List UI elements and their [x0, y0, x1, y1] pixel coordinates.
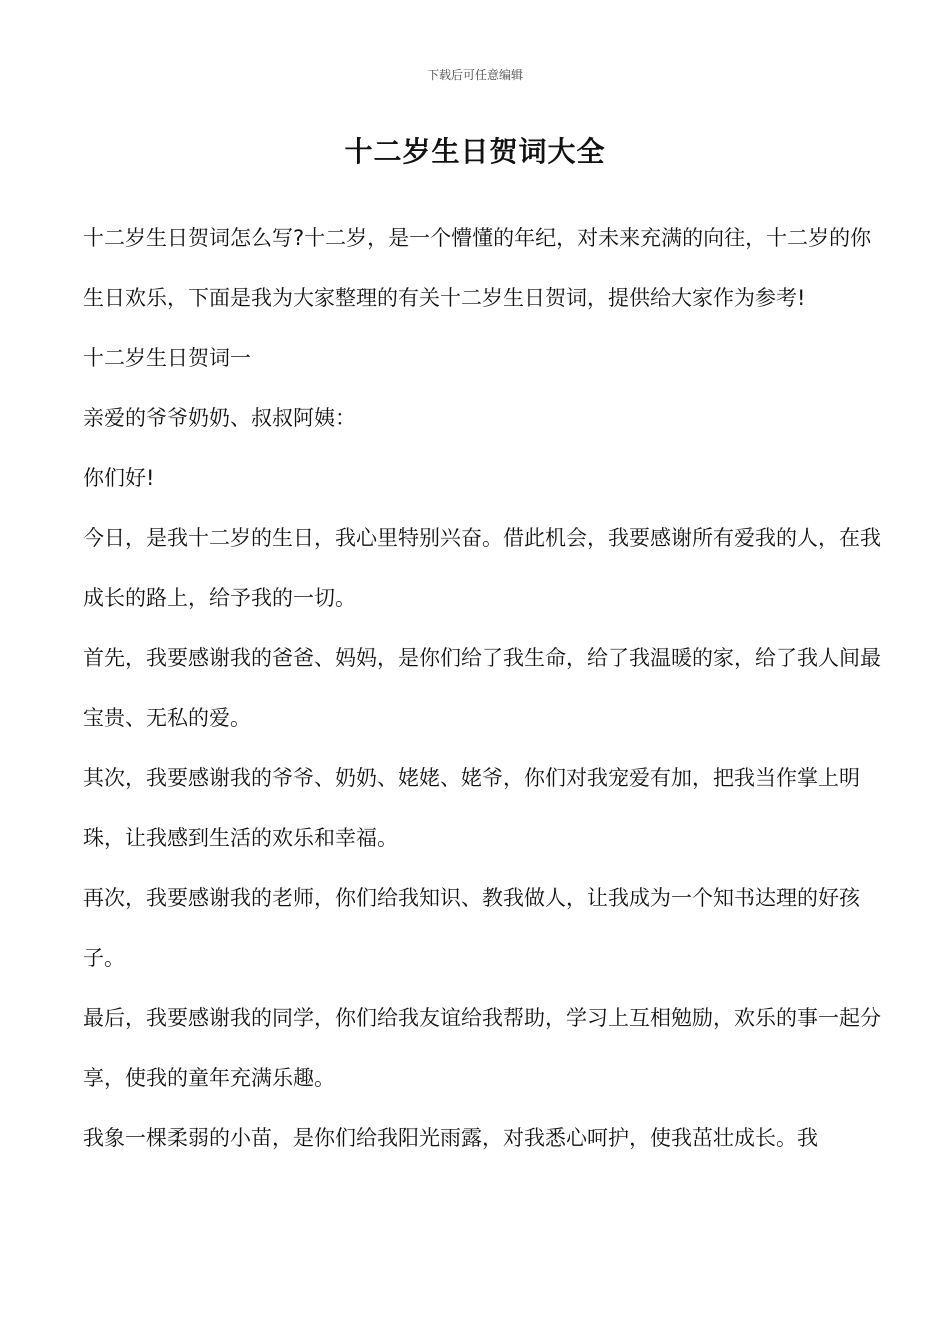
body-paragraph: 我象一棵柔弱的小苗，是你们给我阳光雨露，对我悉心呵护，使我茁壮成长。我	[83, 1126, 818, 1150]
body-paragraph: 其次，我要感谢我的爷爷、奶奶、姥姥、姥爷，你们对我宠爱有加，把我当作掌上明珠，让我感到生活的欢乐和幸福。	[83, 766, 860, 850]
salutation: 亲爱的爷爷奶奶、叔叔阿姨：	[83, 406, 356, 430]
header-note: 下载后可任意编辑	[426, 68, 523, 82]
section-heading: 十二岁生日贺词一	[83, 346, 251, 370]
body-paragraph: 首先，我要感谢我的爸爸、妈妈，是你们给了我生命，给了我温暖的家，给了我人间最宝贵、无私的爱。	[83, 646, 881, 730]
body-paragraph: 再次，我要感谢我的老师，你们给我知识、教我做人，让我成为一个知书达理的好孩子。	[83, 886, 860, 970]
greeting: 你们好!	[83, 466, 155, 490]
document-body	[83, 208, 883, 1168]
body-paragraph: 今日，是我十二岁的生日，我心里特别兴奋。借此机会，我要感谢所有爱我的人，在我成长的路上，给予我的一切。	[83, 526, 881, 610]
document-title: 十二岁生日贺词大全	[344, 135, 606, 168]
intro-paragraph: 十二岁生日贺词怎么写?十二岁，是一个懵懂的年纪，对未来充满的向往，十二岁的你生日欢乐，下面是我为大家整理的有关十二岁生日贺词，提供给大家作为参考!	[83, 226, 872, 310]
body-paragraph: 最后，我要感谢我的同学，你们给我友谊给我帮助，学习上互相勉励，欢乐的事一起分享，使我的童年充满乐趣。	[83, 1006, 881, 1090]
